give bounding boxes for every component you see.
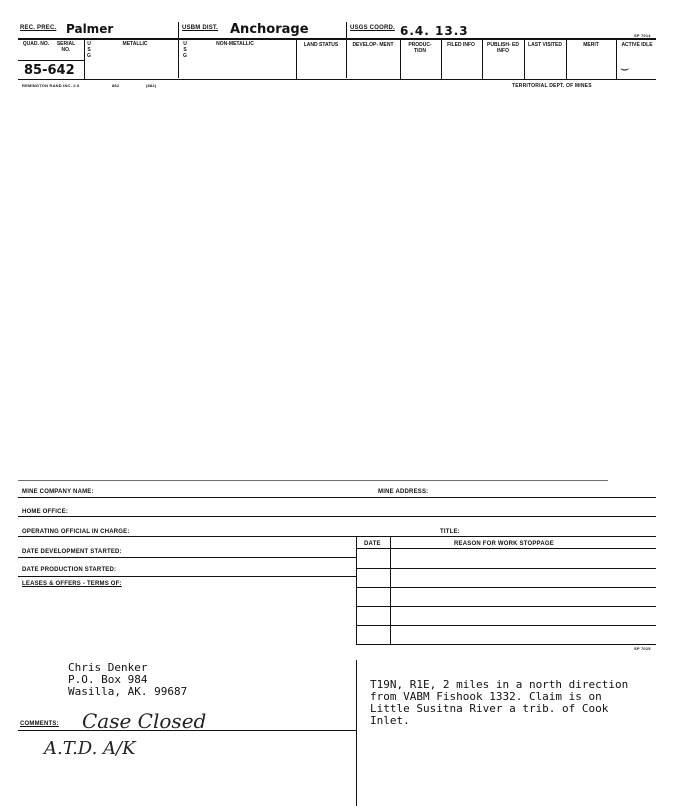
territorial-dept: TERRITORIAL DEPT. OF MINES — [512, 83, 592, 89]
col-metallic: METALLIC — [122, 41, 148, 47]
date-prod-started-label: DATE PRODUCTION STARTED: — [22, 567, 117, 573]
col-usg-metallic: U S G — [87, 41, 91, 59]
serial-value: 85-642 — [24, 63, 75, 78]
location-line-4: Inlet. — [370, 714, 410, 727]
col-usg-nonmetallic: U S G — [183, 41, 187, 59]
col-development: DEVELOP- MENT — [352, 42, 394, 48]
col-published-info: PUBLISH- ED INFO — [487, 42, 519, 54]
mine-company-name-label: MINE COMPANY NAME: — [22, 489, 94, 495]
reason-column-header: REASON FOR WORK STOPPAGE — [454, 541, 554, 547]
location-line-1: T19N, R1E, 2 miles in a north direction — [370, 678, 629, 691]
usgs-coord-value: 6.4. 13.3 — [400, 24, 469, 38]
form-number-top: SP 7014 — [634, 33, 651, 38]
rec-prec-value: Palmer — [66, 22, 114, 36]
address-line-1: Chris Denker — [68, 661, 148, 674]
col-nonmetallic: NON-METALLIC — [216, 41, 254, 47]
date-dev-started-label: DATE DEVELOPMENT STARTED: — [22, 549, 122, 555]
printer-credit: REMINGTON RAND INC. 2.0 — [22, 83, 80, 88]
form-number-bottom: SP 7015 — [634, 646, 651, 651]
location-line-3: Little Susitna River a trib. of Cook — [370, 702, 609, 715]
col-land-status: LAND STATUS — [303, 42, 339, 48]
col-serial-no: SERIAL NO. — [56, 41, 76, 53]
usbm-dist-label: USBM DIST. — [182, 25, 219, 31]
col-quad-no: QUAD. NO. — [22, 41, 50, 47]
location-line-2: from VABM Fishook 1332. Claim is on — [370, 690, 602, 703]
rec-prec-label: REC. PREC. — [20, 25, 57, 31]
comments-label: COMMENTS: — [20, 721, 59, 727]
active-mark-icon: ⌣ — [620, 60, 630, 76]
col-active-idle: ACTIVE IDLE — [621, 42, 653, 48]
printer-code-2: (882) — [146, 83, 157, 88]
usbm-dist-value: Anchorage — [230, 22, 309, 37]
title-label: TITLE: — [440, 529, 460, 535]
location-note — [370, 679, 628, 727]
col-merit: MERIT — [583, 42, 599, 48]
usgs-coord-label: USGS COORD. — [350, 25, 395, 31]
printer-code-1: 882 — [112, 83, 120, 88]
col-filed-info: FILED INFO — [447, 42, 475, 48]
leases-label: LEASES & OFFERS - TERMS OF: — [22, 581, 122, 587]
mine-address-label: MINE ADDRESS: — [378, 489, 429, 495]
date-column-header: DATE — [364, 541, 381, 547]
handwritten-initials: A.T.D. A/K — [44, 738, 136, 759]
owner-address — [68, 662, 187, 698]
handwritten-case-closed: Case Closed — [82, 709, 207, 733]
col-last-visited: LAST VISITED — [528, 42, 562, 48]
address-line-3: Wasilla, AK. 99687 — [68, 685, 188, 698]
home-office-label: HOME OFFICE: — [22, 509, 69, 515]
col-production: PRODUC- TION — [408, 42, 432, 54]
operating-official-label: OPERATING OFFICIAL IN CHARGE: — [22, 529, 130, 535]
address-line-2: P.O. Box 984 — [68, 673, 148, 686]
